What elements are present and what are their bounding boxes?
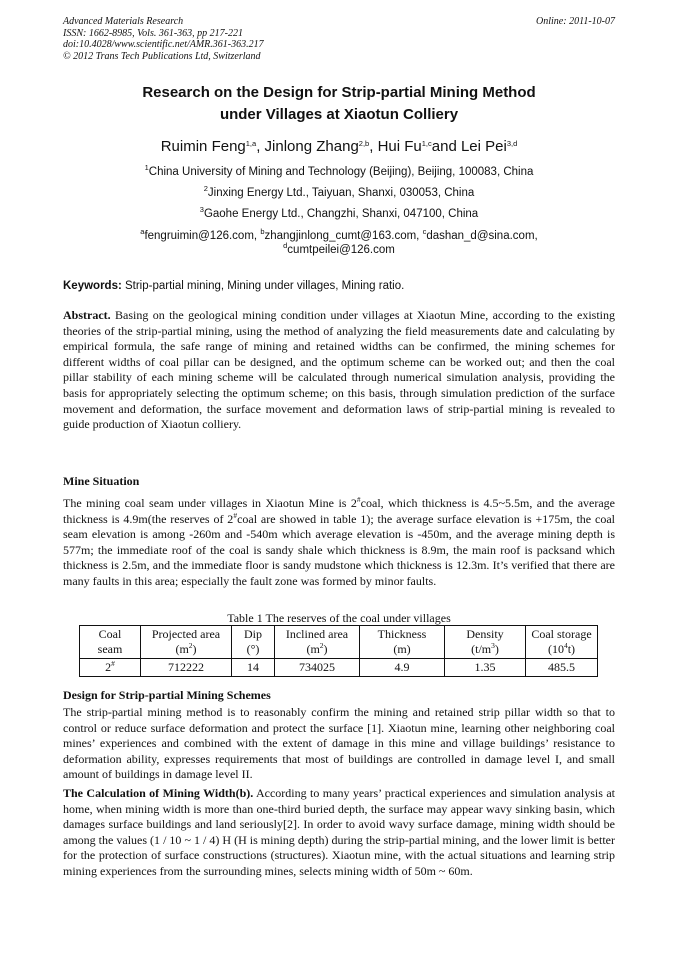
section-heading-mine-situation: Mine Situation: [63, 474, 140, 488]
author-sup: 3,d: [506, 139, 518, 148]
author-name: Hui Fu: [377, 138, 422, 155]
affiliation-2: [63, 186, 615, 200]
cell-projected-area: 712222: [141, 659, 232, 677]
affiliation-text: Gaohe Energy Ltd., Changzhi, Shanxi, 047100, China: [203, 208, 479, 220]
email-sup: c: [422, 227, 427, 236]
affiliation-sup: 3: [199, 205, 204, 214]
abstract-label: Abstract.: [63, 308, 111, 322]
table-header-row: [80, 626, 598, 659]
header-cell: Coal storage $(10^4t)$: [526, 626, 598, 659]
calculation-text: According to many years’ practical experiences and simulation analysis at home, when mining width is more than one-third buried depth, the surface may appear wavy sinking basin, which damages surface buildings and land seriously[2]. In order to avoid wavy surface damage, mining width should be among the values (1 / 10 ~ 1 / 4) H (H is mining depth) during the strip-partial mining, and the lower limit is better for the protection of surface constructions (structures). Xiaotun mine, with the actual situations and learning strip mining experiences from the surrounding mines, selects mining width of 50m ~ 60m.: [63, 786, 615, 878]
table-caption: Table 1 The reserves of the coal under villages: [227, 611, 451, 625]
journal-info: [63, 16, 264, 62]
header-cell: Inclined area $(m^2)$: [275, 626, 360, 659]
mine-situation-paragraph: [63, 496, 615, 590]
author-sup: 1,c: [421, 139, 432, 148]
author-sup: 1,a: [245, 139, 257, 148]
reserves-table: [79, 625, 598, 677]
author-list: [63, 138, 615, 156]
paper-title: [63, 82, 615, 126]
author-separator: and: [431, 138, 461, 155]
table-row: [80, 659, 598, 677]
email-sup: b: [260, 227, 265, 236]
cell-inclined-area: 734025: [275, 659, 360, 677]
paragraph-text: The mining coal seam under villages in Xiaotun Mine is 2: [63, 496, 357, 510]
cell-thickness: 4.9: [360, 659, 445, 677]
author-sup: 2,b: [358, 139, 370, 148]
design-paragraph: The strip-partial mining method is to reasonably confirm the mining and retained strip pillar width so that to control or reduce surface deformation and protect the surface [1]. Xiaotun mine, learning other neighboring coal mines’ experiences and combined with the extent of damage in this mine and village buildings’ resistance to deformation ability, expresses requirements that most of buildings are controlled in damage level I, and small amount of buildings in damage level II.: [63, 705, 615, 782]
email-link[interactable]: dashan_d@sina.com,: [426, 230, 538, 242]
seam-sup: #: [233, 510, 238, 520]
journal-name: Advanced Materials Research: [63, 16, 184, 27]
author-separator: ,: [256, 138, 265, 155]
affiliation-sup: 1: [144, 163, 149, 172]
paragraph-text: coal are showed in table 1); the average surface elevation is +175m, the coal seam elevation is among -260m and -540m which average elevation is -450m, and the average mining depth is 577m; the immediate roof of the coal is sandy shale which thickness is 8.9m, the main roof is packsand which thickness is 2.5m, and the immediate floor is sandy mudstone which thickness is 12.3m. It’s verified that there are many faults in this area; especially the fault zone was formed by minor faults.: [63, 511, 615, 588]
affiliation-text: Jinxing Energy Ltd., Taiyuan, Shanxi, 030053, China: [207, 187, 475, 199]
email-link[interactable]: zhangjinlong_cumt@163.com,: [264, 230, 423, 242]
header-cell: Coal seam: [80, 626, 141, 659]
email-link[interactable]: fengruimin@126.com,: [144, 230, 261, 242]
keywords: [63, 279, 615, 293]
doi-line[interactable]: doi:10.4028/www.scientific.net/AMR.361-363.217: [63, 39, 264, 50]
copyright-line: © 2012 Trans Tech Publications Ltd, Switzerland: [63, 50, 261, 62]
calculation-paragraph: [63, 786, 615, 880]
author-emails: [63, 229, 615, 257]
abstract: [63, 308, 615, 433]
author-name: Ruimin Feng: [160, 138, 246, 155]
cell-density: 1.35: [445, 659, 526, 677]
author-separator: ,: [369, 138, 378, 155]
abstract-text: Basing on the geological mining condition under villages at Xiaotun Mine, according to the existing theories of the strip-partial mining, using the method of analyzing the field measurements date and calculating by empirical formula, the safe range of mining and retained widths can be confirmed, the mining schemes for different widths of coal pillar can be designed, and the optimum scheme can be worked out; and then the coal pillar stability of each mining scheme will be calculated through numerical simulation analysis, providing the basis for appropriately selecting the optimum scheme; on this basis, through simulation prediction of the surface movement and deformation, the surface movement and deformation laws of strip-partial mining is revealed to guide production of Xiaotun colliery.: [63, 308, 615, 432]
title-line-1: Research on the Design for Strip-partial Mining Method: [142, 84, 536, 101]
online-date: Online: 2011-10-07: [536, 16, 615, 27]
author-name: Lei Pei: [460, 138, 507, 155]
email-sup: a: [140, 227, 145, 236]
email-sup: d: [283, 241, 288, 250]
seam-sup: #: [356, 495, 361, 504]
cell-dip: 14: [232, 659, 275, 677]
affiliation-3: [63, 207, 615, 221]
issn-line: ISSN: 1662-8985, Vols. 361-363, pp 217-221: [63, 27, 243, 39]
title-line-2: under Villages at Xiaotun Colliery: [219, 106, 459, 123]
email-link[interactable]: cumtpeilei@126.com: [287, 244, 395, 256]
section-heading-design: Design for Strip-partial Mining Schemes: [63, 688, 271, 702]
keywords-text: Strip-partial mining, Mining under villages, Mining ratio.: [121, 280, 405, 292]
header-cell: Dip (°): [232, 626, 275, 659]
cell-coal-storage: 485.5: [526, 659, 598, 677]
header-cell: Thickness (m): [360, 626, 445, 659]
author-name: Jinlong Zhang: [264, 138, 359, 155]
header-cell: Projected area $(m^2)$: [141, 626, 232, 659]
calculation-label: The Calculation of Mining Width(b).: [63, 786, 254, 800]
affiliation-1: [63, 165, 615, 179]
affiliation-sup: 2: [203, 184, 208, 193]
cell-seam: 2#: [80, 659, 141, 677]
keywords-label: Keywords:: [63, 280, 122, 292]
header-cell: Density $(t/m^3)$: [445, 626, 526, 659]
paragraph-text: coal, which thickness is 4.5~5.5m, and the average thickness is 4.9m(the reserves of 2: [63, 496, 616, 526]
affiliation-text: China University of Mining and Technology (Beijing), Beijing, 100083, China: [148, 166, 534, 178]
